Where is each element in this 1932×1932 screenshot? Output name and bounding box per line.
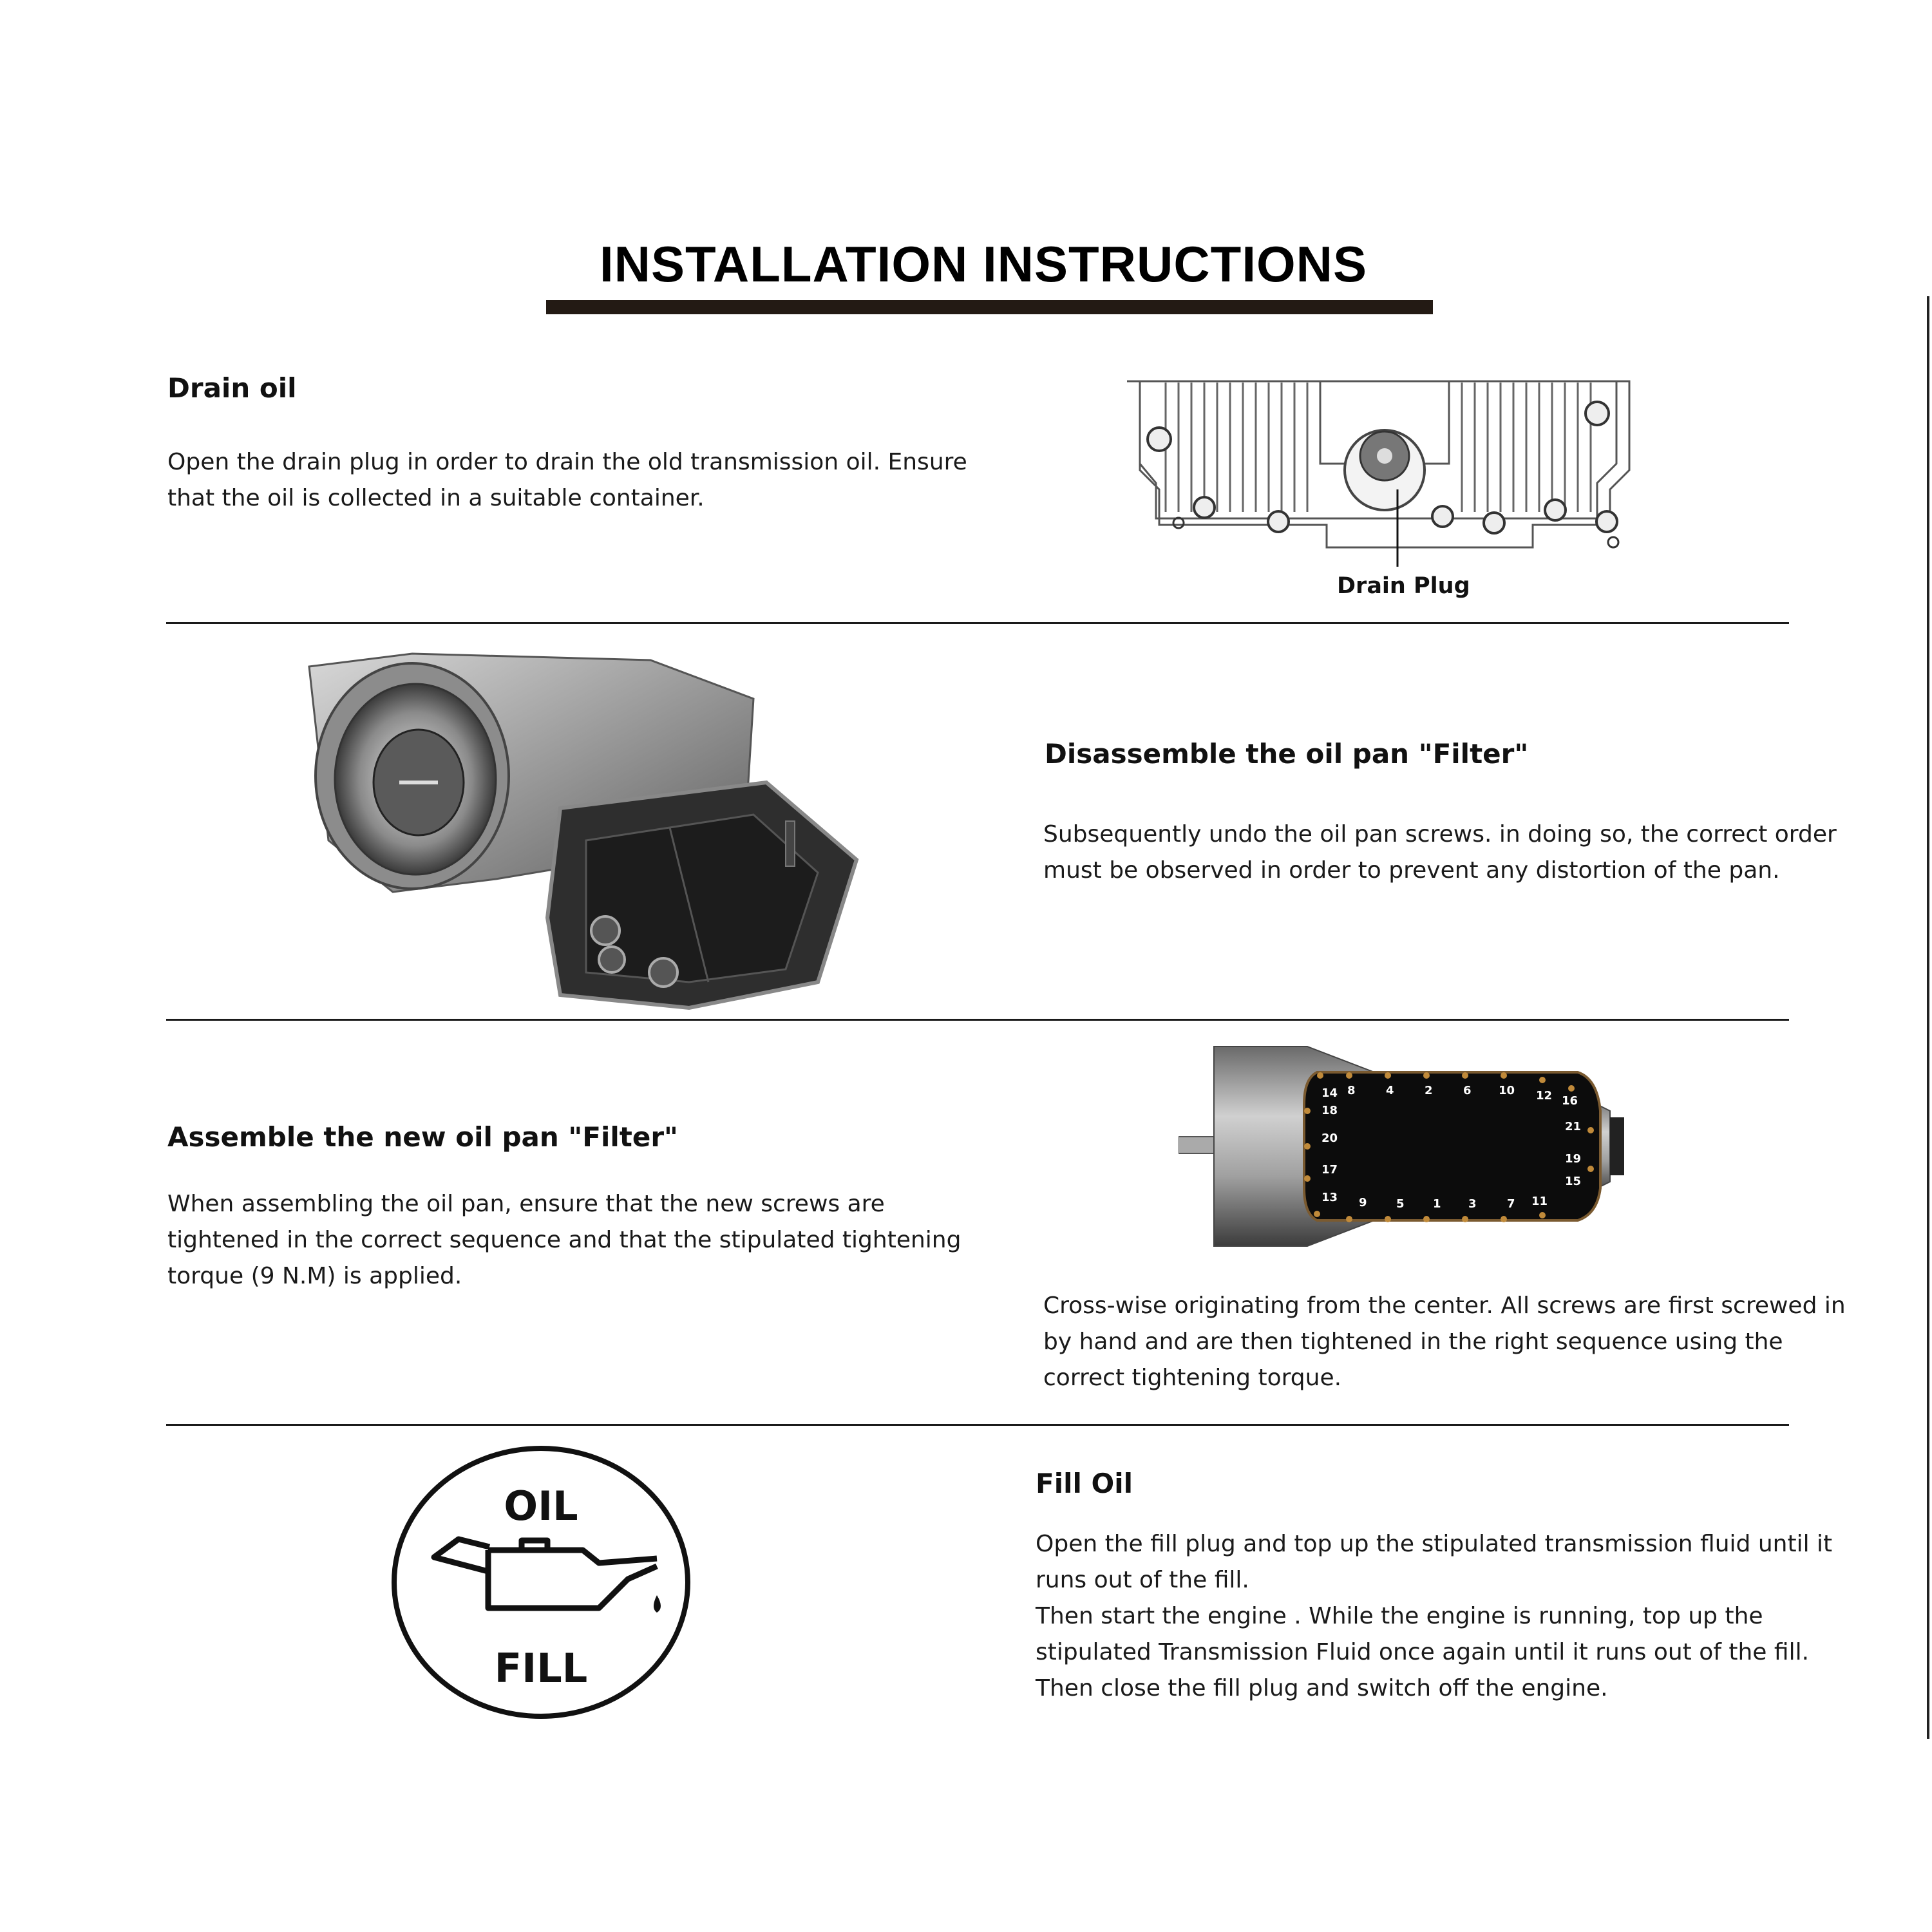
bolt-label-21: 21 [1565,1120,1582,1133]
oil-fill-icon [386,1444,696,1721]
drain-plug-caption: Drain Plug [1337,573,1470,599]
disassemble-line-2: must be observed in order to prevent any distortion of the pan. [1043,857,1780,884]
assemble-line-2: tightened in the correct sequence and that the stipulated tightening [167,1227,961,1253]
assemble-extra-line-3: correct tightening torque. [1043,1365,1342,1391]
fill-icon-bottom-label: FILL [494,1645,588,1692]
bolt-label-2: 2 [1425,1084,1433,1097]
title-underline [546,300,1433,314]
disassemble-text [1043,817,1837,889]
bolt-label-17: 17 [1321,1163,1338,1177]
drain-oil-heading: Drain oil [167,372,297,404]
drain-oil-line-2: that the oil is collected in a suitable container. [167,485,705,511]
drain-oil-text [167,444,967,516]
fill-oil-line-5: Then close the fill plug and switch off the engine. [1036,1675,1608,1701]
bolt-label-7: 7 [1507,1197,1515,1211]
bolt-label-11: 11 [1531,1195,1548,1208]
assemble-line-3: torque (9 N.M) is applied. [167,1263,462,1289]
assemble-line-1: When assembling the oil pan, ensure that the new screws are [167,1191,885,1217]
bolt-label-12: 12 [1536,1089,1553,1103]
fill-oil-text [1036,1526,1832,1707]
disassemble-line-1: Subsequently undo the oil pan screws. in doing so, the correct order [1043,821,1837,848]
bolt-label-5: 5 [1396,1197,1405,1211]
fill-oil-line-4: stipulated Transmission Fluid once again until it runs out of the fill. [1036,1639,1810,1665]
bolt-label-10: 10 [1499,1084,1515,1097]
bolt-label-4: 4 [1386,1084,1394,1097]
page-title: INSTALLATION INSTRUCTIONS [599,236,1368,292]
assemble-extra-line-1: Cross-wise originating from the center. All screws are first screwed in [1043,1293,1846,1319]
page-right-border [1927,296,1929,1739]
bolt-label-15: 15 [1565,1175,1582,1188]
bolt-label-16: 16 [1562,1094,1578,1108]
fill-oil-line-3: Then start the engine . While the engine is running, top up the [1036,1603,1763,1629]
section-divider-2 [166,1019,1789,1021]
transmission-with-oil-pan-photo [290,647,869,1014]
assemble-heading: Assemble the new oil pan "Filter" [167,1121,678,1153]
bolt-label-19: 19 [1565,1152,1582,1166]
fill-oil-line-1: Open the fill plug and top up the stipulated transmission fluid until it [1036,1531,1833,1557]
bolt-tightening-sequence-diagram [1179,1040,1642,1253]
bolt-label-3: 3 [1468,1197,1477,1211]
oil-icon-top-label: OIL [504,1482,578,1530]
bolt-label-20: 20 [1321,1132,1338,1145]
disassemble-heading: Disassemble the oil pan "Filter" [1045,738,1529,770]
drain-oil-line-1: Open the drain plug in order to drain the old transmission oil. Ensure [167,449,967,475]
bolt-label-9: 9 [1359,1196,1367,1209]
bolt-label-18: 18 [1321,1104,1338,1117]
bolt-label-14: 14 [1321,1086,1338,1100]
oil-pan-drain-plug-diagram [1121,374,1636,580]
assemble-extra-text [1043,1288,1846,1396]
bolt-label-6: 6 [1463,1084,1472,1097]
bolt-label-1: 1 [1433,1197,1441,1211]
fill-oil-heading: Fill Oil [1036,1468,1133,1499]
bolt-label-13: 13 [1321,1191,1338,1204]
section-divider-1 [166,622,1789,624]
assemble-text [167,1186,961,1294]
fill-oil-line-2: runs out of the fill. [1036,1567,1249,1593]
section-divider-3 [166,1424,1789,1426]
assemble-extra-line-2: by hand and are then tightened in the right sequence using the [1043,1329,1783,1355]
bolt-label-8: 8 [1347,1084,1356,1097]
